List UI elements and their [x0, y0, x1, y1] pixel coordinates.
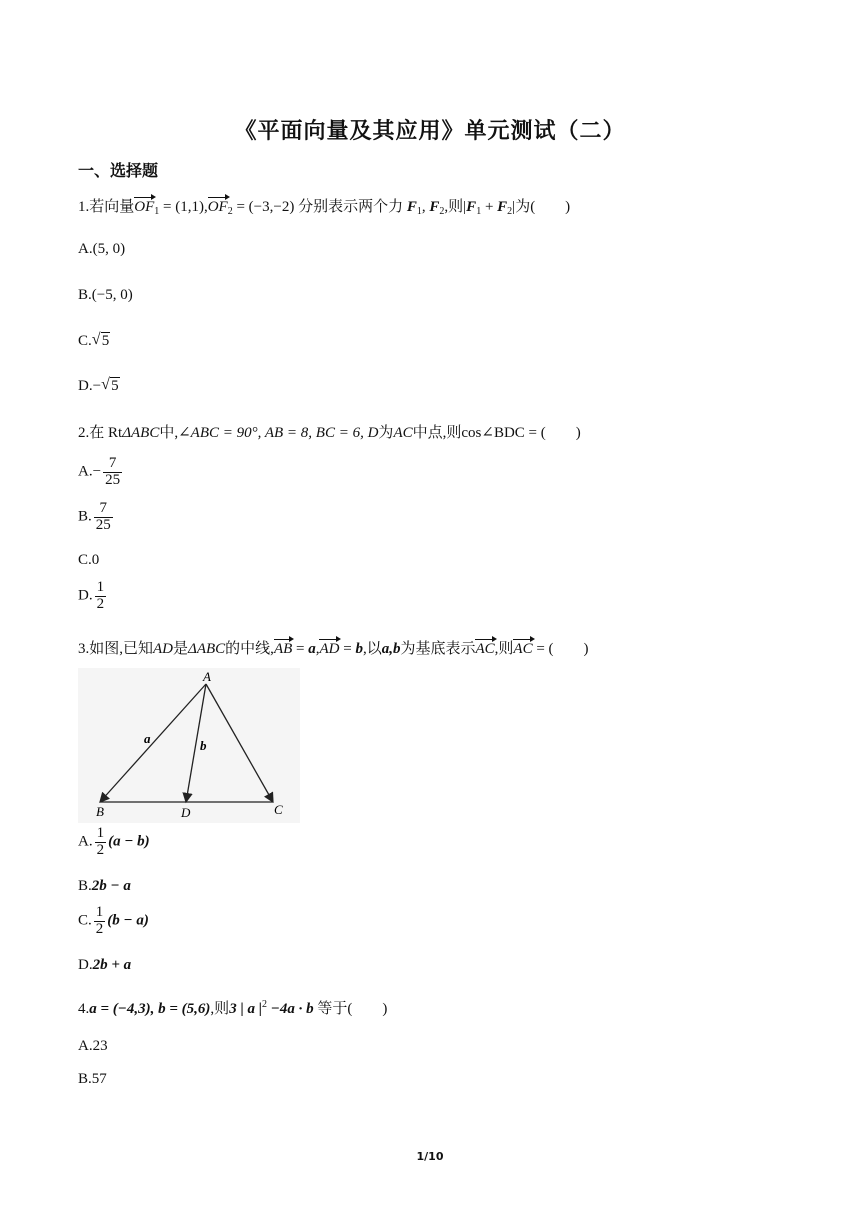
vector-ad: AD: [319, 641, 340, 657]
q4-vectors: a = (−4,3), b = (5,6): [89, 1001, 211, 1017]
q3-option-a: [78, 826, 150, 859]
fraction: [103, 456, 122, 489]
page-number: 1/10: [416, 1150, 444, 1163]
segment-ac: AC: [393, 425, 413, 441]
equals: =: [339, 641, 356, 657]
q1-mid: 分别表示两个力: [298, 199, 404, 215]
vertex-c-label: C: [274, 802, 283, 817]
q4-prefix: 4.: [78, 1001, 90, 1017]
option-value: (−5, 0): [91, 287, 133, 303]
q3-prefix: 3.如图,已知: [78, 641, 154, 657]
vector-of2-subscript: 2: [227, 206, 233, 217]
fraction: [95, 826, 107, 859]
q1-option-c: [78, 333, 110, 350]
q1-option-b: [78, 287, 133, 304]
q1-eq1: = (1,1),: [159, 199, 208, 215]
q3-option-b: [78, 878, 131, 895]
vector-of1-subscript: 1: [154, 206, 160, 217]
point-d-label: D: [181, 805, 191, 820]
option-expression: 2b − a: [91, 878, 131, 894]
q1-option-a: [78, 241, 125, 258]
vector-ab: AB: [273, 641, 293, 657]
q2-cos-expr: cos∠BDC = ( ): [461, 425, 581, 441]
section-heading: 一、选择题: [78, 161, 159, 180]
numerator: 7: [108, 455, 117, 471]
label-a: a: [144, 731, 151, 746]
vector-b: b: [355, 641, 363, 657]
option-label: B.: [78, 508, 92, 525]
q2-option-d: [78, 580, 108, 613]
q4-expr-part2: −4a · b: [267, 1001, 314, 1017]
q3-mid2: 的中线,: [225, 641, 274, 657]
superscript: 2: [262, 999, 268, 1010]
vector-a-line: [100, 684, 206, 802]
q4-option-b: B.57: [78, 1071, 107, 1087]
q1-comma: ,: [421, 199, 426, 215]
force-f1: F: [406, 199, 417, 215]
radicand: 5: [111, 378, 119, 394]
q3-option-d: [78, 957, 131, 974]
question-1: [78, 195, 570, 217]
vertex-b-label: B: [96, 804, 104, 819]
triangle-diagram: [78, 668, 300, 823]
question-3: [78, 637, 589, 658]
q3-tail: = ( ): [532, 641, 589, 657]
fraction: [95, 580, 107, 613]
vertex-a-label: A: [203, 669, 211, 684]
q4-expr-part1: 3 | a |: [229, 1001, 263, 1017]
numerator: 1: [96, 825, 105, 841]
option-label: B.: [78, 287, 92, 303]
numerator: 7: [99, 500, 108, 516]
fraction: [94, 501, 113, 534]
q3-mid3: ,以: [362, 641, 382, 657]
question-4: [78, 997, 387, 1018]
option-value: (5, 0): [92, 241, 126, 257]
sqrt-symbol: [101, 378, 120, 395]
option-label: D.: [78, 378, 93, 394]
segment-ad: AD: [153, 641, 174, 657]
minus-sign: −: [92, 463, 102, 480]
abs-f2: F: [497, 199, 508, 215]
page-title: 《平面向量及其应用》单元测试（二）: [234, 119, 626, 144]
minus-sign: −: [92, 378, 102, 394]
abs-open: |: [463, 199, 467, 215]
abs-close: |: [512, 199, 516, 215]
q2-mid3: 中点,则: [412, 425, 462, 441]
side-ac-line: [206, 684, 273, 802]
label-b: b: [200, 738, 207, 753]
q4-option-a: A.23: [78, 1038, 108, 1054]
q2-conditions: ∠ABC = 90°, AB = 8, BC = 6, D: [178, 425, 379, 441]
numerator: 1: [96, 579, 105, 595]
option-label: A.: [78, 463, 93, 480]
abs-f1-subscript: 1: [476, 206, 482, 217]
q1-then: ,则: [444, 199, 464, 215]
sqrt-symbol: [92, 333, 111, 350]
force-f1-subscript: 1: [416, 206, 422, 217]
radicand: 5: [101, 333, 110, 349]
q4-tail: 等于( ): [317, 1001, 388, 1017]
q2-option-b: [78, 501, 115, 534]
vector-ac: AC: [475, 641, 495, 657]
option-label: A.: [78, 833, 93, 850]
denominator: 2: [96, 595, 105, 612]
triangle-abc: ΔABC: [122, 425, 160, 441]
fraction: [94, 905, 106, 938]
q2-mid2: 为: [378, 425, 394, 441]
abs-f1: F: [466, 199, 477, 215]
option-label: C.: [78, 333, 92, 349]
denominator: 2: [95, 920, 104, 937]
q3-option-c: [78, 905, 149, 938]
q3-mid5: ,则: [494, 641, 514, 657]
option-expression: 2b + a: [92, 957, 132, 973]
question-2: [78, 421, 581, 442]
abs-plus: +: [481, 199, 498, 215]
option-label: D.: [78, 587, 93, 604]
q1-prefix: 1.若向量: [78, 199, 135, 215]
q1-tail: 为( ): [515, 199, 571, 215]
q1-option-d: [78, 378, 120, 395]
triangle-figure: [78, 668, 300, 823]
force-f2-subscript: 2: [439, 206, 445, 217]
q2-option-a: [78, 456, 124, 489]
triangle-abc: ΔABC: [188, 641, 226, 657]
q3-mid4: 为基底表示: [400, 641, 476, 657]
abs-f2-subscript: 2: [507, 206, 513, 217]
q2-prefix: 2.在 Rt: [78, 425, 123, 441]
force-f2: F: [429, 199, 440, 215]
vector-ac: AC: [513, 641, 533, 657]
q1-eq2: = (−3,−2): [232, 199, 295, 215]
option-label: B.: [78, 878, 92, 894]
denominator: 25: [95, 516, 111, 533]
denominator: 2: [96, 841, 105, 858]
equals: =: [292, 641, 309, 657]
q4-mid: ,则: [210, 1001, 230, 1017]
vector-of2: OF: [207, 199, 228, 215]
q2-mid1: 中,: [159, 425, 179, 441]
q2-option-c: C.0: [78, 552, 100, 568]
numerator: 1: [95, 904, 104, 920]
option-label: D.: [78, 957, 93, 973]
denominator: 25: [105, 471, 121, 488]
option-label: C.: [78, 912, 92, 929]
option-label: A.: [78, 241, 93, 257]
option-expression: (b − a): [107, 912, 149, 929]
vector-of1: OF: [134, 199, 155, 215]
q3-mid1: 是: [173, 641, 189, 657]
option-expression: (a − b): [108, 833, 150, 850]
comma: ,: [315, 641, 320, 657]
basis-ab: a,b: [381, 641, 401, 657]
vector-a: a: [308, 641, 316, 657]
